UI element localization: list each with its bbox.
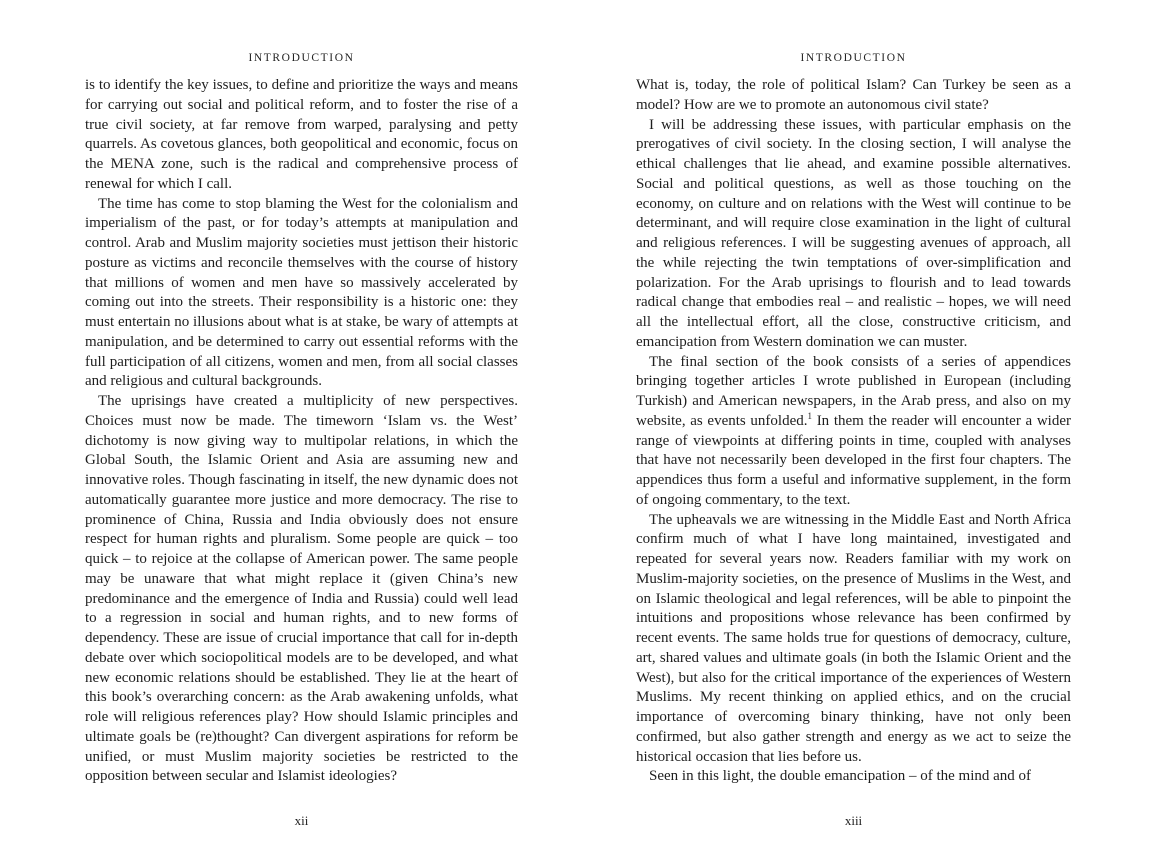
page-number: xii xyxy=(294,813,309,828)
body-text xyxy=(636,76,1071,787)
paragraph-with-footnote xyxy=(636,353,1071,511)
right-page xyxy=(636,0,1071,851)
paragraph: Seen in this light, the double emancipation – of the mind and of xyxy=(649,768,1032,785)
paragraph: The time has come to stop blaming the West for the colonialism and imperialism of the past, or for today’s attempts at manipulation and control. Arab and Muslim majority societies must jettison their historic posture as victims and reconcile themselves with the course of history that millions of women and men have so massively accelerated by coming out into the streets. Their responsibility is a historic one: they must entertain no illusions about what is at stake, be wary of attempts at manipulation, and be determined to carry out essential reforms with the full participation of all citizens, women and men, from all social classes and religious and cultural backgrounds. xyxy=(85,195,518,390)
paragraph: is to identify the key issues, to define and prioritize the ways and means for carrying out social and political reform, and to foster the rise of a true civil society, at far remove from warped, paralysing and petty quarrels. As covetous glances, both geopolitical and economic, focus on the MENA zone, such is the radical and comprehensive process of renewal for which I call. xyxy=(85,77,518,192)
paragraph: I will be addressing these issues, with particular emphasis on the prerogatives of civil society. In the closing section, I will analyse the ethical challenges that lie ahead, and examine possible alternatives. Social and political questions, as well as those touching on the economy, on culture and on relations with the West will continue to be determinant, and will require close examination in the light of cultural and religious references. I will be suggesting avenues of approach, all the while rejecting the twin temptations of over-simplification and polarization. For the Arab uprisings to flourish and to lead towards radical change that embodies real – and realistic – hopes, we will need all the intellectual effort, all the close, constructive criticism, and emancipation from Western domination we can muster. xyxy=(636,116,1071,350)
left-page xyxy=(85,0,518,851)
paragraph-text: In them the reader will encounter a wider range of viewpoints at differing points in time, coupled with analyses that have not necessarily been developed in the first four chapters. The appendices thus form a useful and informative supplement, in the form of ongoing commentary, to the text. xyxy=(636,412,1071,508)
running-head: INTRODUCTION xyxy=(248,52,355,64)
body-text xyxy=(85,76,518,787)
paragraph-text: The final section of the book consists of a series of appendices bringing together articles I wrote published in European (including Turkish) and American newspapers, in the Arab press, and also on my website, as events unfolded. xyxy=(636,353,1071,429)
page-number: xiii xyxy=(844,813,863,828)
footnote-reference[interactable]: 1 xyxy=(807,410,812,421)
paragraph: What is, today, the role of political Islam? Can Turkey be seen as a model? How are we to promote an autonomous civil state? xyxy=(636,77,1071,113)
paragraph: The uprisings have created a multiplicity of new perspectives. Choices must now be made. The timeworn ‘Islam vs. the West’ dichotomy is now giving way to multipolar relations, in which the Global South, the Islamic Orient and Asia are assuming new and innovative roles. Though fascinating in itself, the new dynamic does not automatically guarantee more justice and more democracy. The rise to prominence of China, Russia and India obviously does not ensure respect for human rights and pluralism. Some people are quick – too quick – to rejoice at the collapse of American power. The same people may be unaware that what might replace it (given China’s new predominance and the emergence of India and Russia) could well lead to a regression in social and human rights, and to new forms of dependency. These are issue of crucial importance that call for in-depth debate over which sociopolitical models are to be developed, and what new economic relations should be established. They lie at the heart of this book’s overarching concern: as the Arab awakening unfolds, what role will religious references play? How should Islamic principles and ultimate goals be (re)thought? Can divergent aspirations for reform be unified, or must Muslim majority societies be restricted to the opposition between secular and Islamist ideologies? xyxy=(85,393,518,785)
paragraph: The upheavals we are witnessing in the Middle East and North Africa confirm much of what I have long maintained, investigated and repeated for several years now. Readers familiar with my work on Muslim-majority societies, on the presence of Muslims in the West, and on Islamic theological and legal references, will be able to pinpoint the intuitions and propositions whose relevance has been confirmed by recent events. The same holds true for questions of democracy, culture, art, shared values and ultimate goals (in both the Islamic Orient and the West), but also for the critical importance of the experiences of Western Muslims. My recent thinking on applied ethics, and on the crucial importance of overcoming binary thinking, have not only been confirmed, but also gather strength and energy as we act to seize the historical occasion that lies before us. xyxy=(636,511,1071,765)
running-head: INTRODUCTION xyxy=(800,52,907,64)
